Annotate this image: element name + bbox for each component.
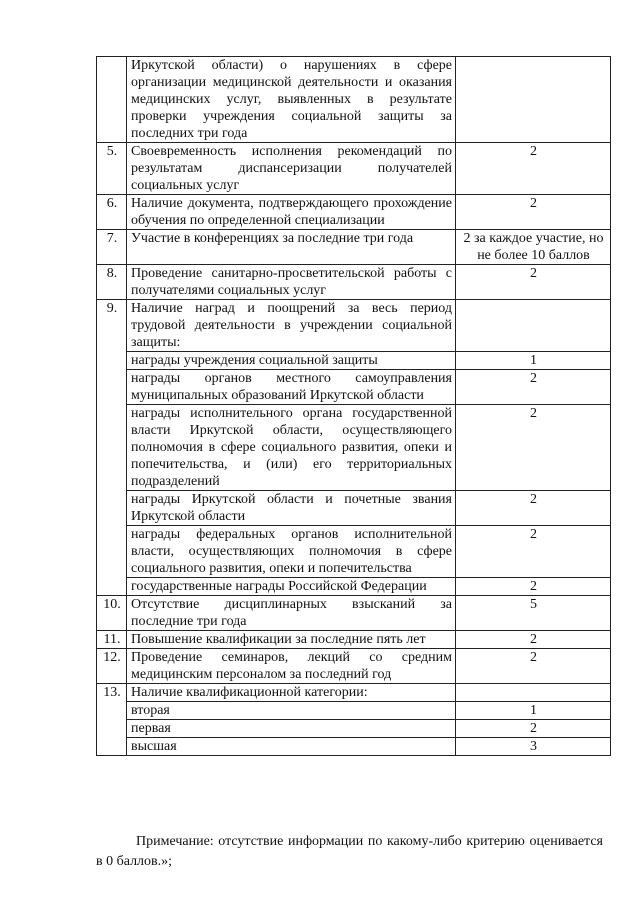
table-row (97, 265, 611, 300)
criterion-text: награды федеральных органов исполнительной власти, осуществляющих полномочия в сфере социального развития, опеки и попечительства (127, 526, 456, 578)
score-value: 1 (456, 352, 611, 370)
score-value: 2 (456, 526, 611, 578)
table-row (97, 57, 611, 143)
criterion-text: государственные награды Российской Федерации (127, 578, 456, 596)
table-row (97, 491, 611, 526)
score-value: 2 (456, 578, 611, 596)
table-row (97, 596, 611, 631)
criterion-text: Своевременность исполнения рекомендаций по результатам диспансеризации получателей социальных услуг (127, 143, 456, 195)
criterion-text: награды Иркутской области и почетные звания Иркутской области (127, 491, 456, 526)
table-row (97, 631, 611, 649)
score-value (456, 300, 611, 352)
criterion-text: высшая (127, 738, 456, 756)
criterion-text: Проведение санитарно-просветительской работы с получателями социальных услуг (127, 265, 456, 300)
table-row (97, 352, 611, 370)
score-value: 2 (456, 720, 611, 738)
score-value: 2 (456, 143, 611, 195)
criterion-text: награды исполнительного органа государственной власти Иркутской области, осуществляющего полномочия в сфере социального развития, опеки и попечительства, и (или) его территориальных подразделений (127, 405, 456, 491)
table-row (97, 578, 611, 596)
score-value: 2 за каждое участие, но не более 10 баллов (456, 230, 611, 265)
table-row (97, 684, 611, 702)
table-row (97, 300, 611, 352)
score-value: 2 (456, 370, 611, 405)
score-value: 2 (456, 405, 611, 491)
table-row (97, 526, 611, 578)
row-number: 12. (97, 649, 127, 684)
score-value: 3 (456, 738, 611, 756)
score-value: 2 (456, 631, 611, 649)
table-row (97, 143, 611, 195)
row-number: 8. (97, 265, 127, 300)
row-number: 11. (97, 631, 127, 649)
criterion-text: Наличие квалификационной категории: (127, 684, 456, 702)
score-value: 2 (456, 649, 611, 684)
criterion-text: Повышение квалификации за последние пять лет (127, 631, 456, 649)
footnote-text: Примечание: отсутствие информации по какому-либо критерию оценивается в 0 баллов.»; (96, 834, 603, 869)
criterion-text: Отсутствие дисциплинарных взысканий за последние три года (127, 596, 456, 631)
criterion-text: Проведение семинаров, лекций со средним медицинским персоналом за последний год (127, 649, 456, 684)
table-row (97, 738, 611, 756)
criterion-text: Наличие документа, подтверждающего прохождение обучения по определенной специализации (127, 195, 456, 230)
score-value (456, 684, 611, 702)
criterion-text: Наличие наград и поощрений за весь период трудовой деятельности в учреждении социальной защиты: (127, 300, 456, 352)
criterion-text: вторая (127, 702, 456, 720)
table-row (97, 405, 611, 491)
row-number: 6. (97, 195, 127, 230)
criterion-text: награды учреждения социальной защиты (127, 352, 456, 370)
criterion-text: Участие в конференциях за последние три года (127, 230, 456, 265)
score-value: 2 (456, 491, 611, 526)
score-value: 2 (456, 195, 611, 230)
row-number: 9. (97, 300, 127, 596)
table-row (97, 720, 611, 738)
score-value (456, 57, 611, 143)
criterion-text: Иркутской области) о нарушениях в сфере организации медицинской деятельности и оказания медицинских услуг, выявленных в результате проверки учреждения социальной защиты за последних три года (127, 57, 456, 143)
table-row (97, 370, 611, 405)
table-row (97, 230, 611, 265)
table-row (97, 649, 611, 684)
score-value: 1 (456, 702, 611, 720)
score-value: 5 (456, 596, 611, 631)
score-value: 2 (456, 265, 611, 300)
row-number: 5. (97, 143, 127, 195)
criterion-text: награды органов местного самоуправления муниципальных образований Иркутской области (127, 370, 456, 405)
criteria-table (96, 56, 611, 756)
row-number: 10. (97, 596, 127, 631)
row-number: 7. (97, 230, 127, 265)
row-number (97, 57, 127, 143)
table-row (97, 702, 611, 720)
criterion-text: первая (127, 720, 456, 738)
row-number: 13. (97, 684, 127, 756)
table-row (97, 195, 611, 230)
